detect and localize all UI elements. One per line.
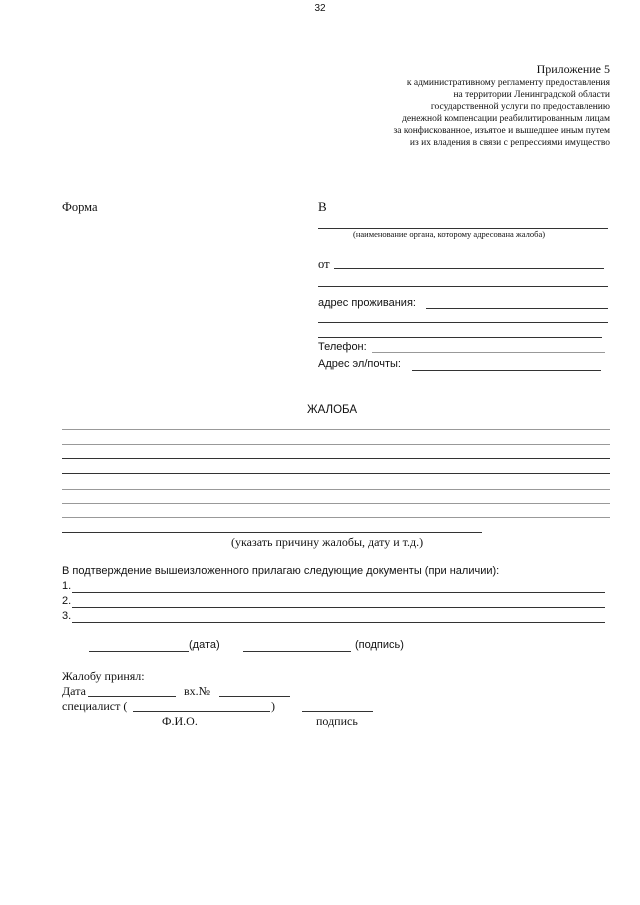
- incoming-number-label: вх.№: [184, 684, 211, 698]
- received-date-label: Дата: [62, 684, 86, 698]
- attachment-number: 2.: [62, 595, 72, 607]
- specialist-signature-line[interactable]: [302, 711, 373, 712]
- signature-line[interactable]: [243, 651, 351, 652]
- appendix-line: из их владения в связи с репрессиями имущество: [409, 138, 610, 148]
- phone-label: Телефон:: [318, 341, 367, 353]
- address-line-2[interactable]: [318, 322, 608, 323]
- signature-label: (подпись): [355, 639, 404, 651]
- from-line-2[interactable]: [318, 286, 608, 287]
- addressee-to-label: В: [318, 199, 327, 214]
- complaint-line[interactable]: [62, 444, 610, 445]
- appendix-line: денежной компенсации реабилитированным лицам: [402, 114, 610, 124]
- complaint-line[interactable]: [62, 473, 610, 474]
- attachment-line[interactable]: [72, 592, 605, 593]
- page-number: 32: [314, 3, 326, 14]
- appendix-line: к административному регламенту предоставления: [406, 78, 610, 88]
- specialist-label: специалист (: [62, 699, 128, 713]
- incoming-number-line[interactable]: [219, 696, 290, 697]
- fio-label: Ф.И.О.: [162, 714, 198, 728]
- form-label: Форма: [62, 200, 98, 214]
- complaint-line[interactable]: [62, 503, 610, 504]
- specialist-signature-label: подпись: [316, 714, 358, 728]
- complaint-line[interactable]: [62, 458, 610, 459]
- specialist-line[interactable]: [133, 711, 270, 712]
- attachments-intro: В подтверждение вышеизложенного прилагаю следующие документы (при наличии):: [62, 565, 500, 577]
- attachment-line[interactable]: [72, 622, 605, 623]
- from-label: от: [318, 257, 330, 271]
- complaint-title: ЖАЛОБА: [307, 404, 357, 416]
- appendix-line: государственной услуги по предоставлению: [430, 102, 610, 112]
- attachment-number: 1.: [62, 580, 72, 592]
- address-line[interactable]: [426, 308, 608, 309]
- organ-caption: (наименование органа, которому адресована жалоба): [353, 229, 546, 239]
- received-title: Жалобу принял:: [62, 669, 145, 683]
- email-label: Адрес эл/почты:: [318, 358, 401, 370]
- complaint-line[interactable]: [62, 489, 610, 490]
- complaint-line[interactable]: [62, 532, 482, 533]
- appendix-title: Приложение 5: [536, 62, 610, 76]
- complaint-line[interactable]: [62, 517, 610, 518]
- date-line[interactable]: [89, 651, 189, 652]
- email-line[interactable]: [412, 370, 601, 371]
- address-line-3[interactable]: [318, 337, 602, 338]
- received-date-line[interactable]: [88, 696, 176, 697]
- from-line[interactable]: [334, 268, 604, 269]
- attachment-number: 3.: [62, 610, 72, 622]
- date-label: (дата): [189, 639, 220, 651]
- complaint-line[interactable]: [62, 429, 610, 430]
- appendix-line: за конфискованное, изъятое и вышедшее иным путем: [393, 126, 610, 136]
- complaint-caption: (указать причину жалобы, дату и т.д.): [231, 535, 424, 549]
- specialist-close: ): [271, 699, 275, 713]
- address-label: адрес проживания:: [318, 297, 416, 309]
- phone-line[interactable]: [372, 352, 605, 353]
- attachment-line[interactable]: [72, 607, 605, 608]
- appendix-line: на территории Ленинградской области: [453, 90, 610, 100]
